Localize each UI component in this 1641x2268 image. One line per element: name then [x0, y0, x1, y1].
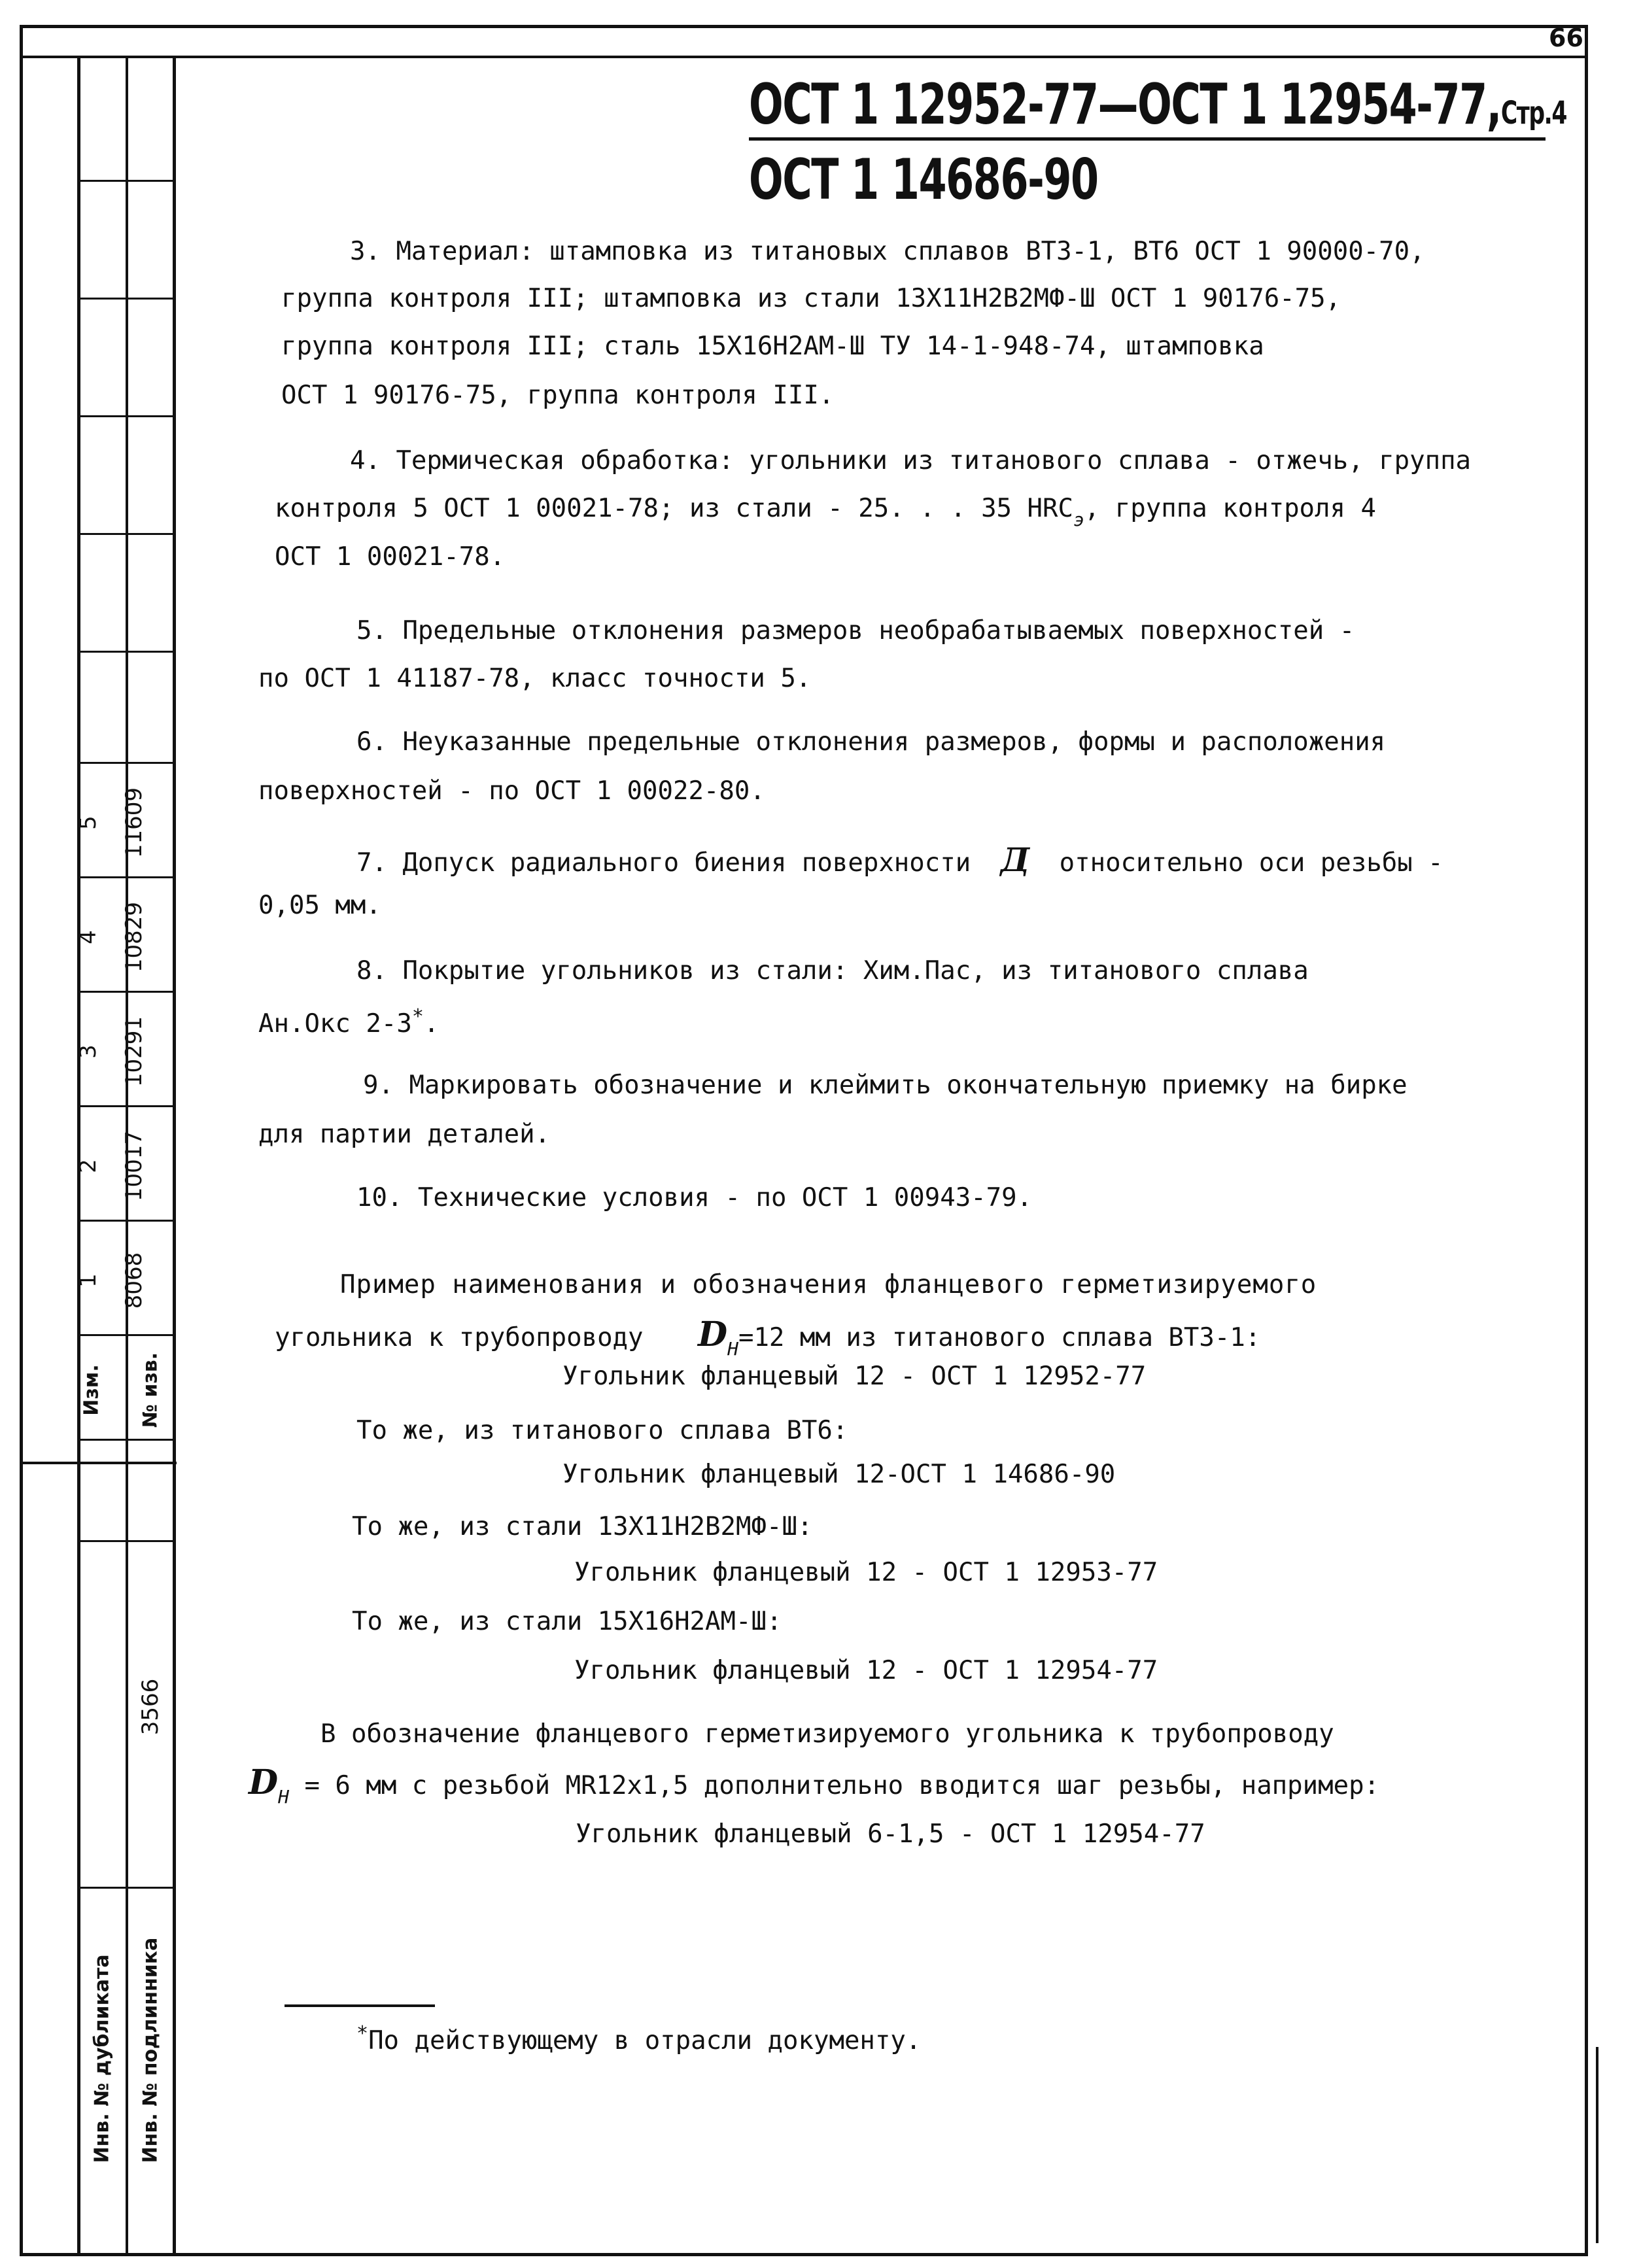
standards-header: [749, 72, 1566, 137]
side-rule: [77, 651, 175, 653]
side-rule: [77, 876, 175, 878]
header-rule: [749, 137, 1546, 141]
standards-line1: ОСТ 1 12952-77—ОСТ 1 12954-77,: [749, 72, 1501, 137]
p4-line2a: контроля 5 ОСТ 1 00021-78; из стали - 25. . . 35 HRC: [275, 494, 1073, 523]
p4-line2-sub: э: [1073, 509, 1084, 530]
example-intro-line2: [275, 1314, 1261, 1360]
change-3: 3: [75, 1044, 101, 1059]
p4-line3: ОСТ 1 00021-78.: [275, 542, 506, 572]
p3-line3: группа контроля III; сталь 15Х16Н2АМ-Ш ТУ 14-1-948-74, штамповка: [281, 332, 1264, 361]
side-col-2-right: [173, 58, 176, 2256]
notice-10291: 10291: [121, 1016, 147, 1088]
page-number: 66: [1549, 24, 1583, 52]
dn-symbol: D: [698, 1314, 728, 1354]
p7-line2: 0,05 мм.: [258, 891, 381, 920]
dup-label: Инв. № дубликата: [90, 1954, 114, 2163]
notice-10829: 10829: [121, 901, 147, 973]
same-line-2: То же, из титанового сплава ВТ6:: [356, 1416, 848, 1445]
same-line-4: То же, из стали 15Х16Н2АМ-Ш:: [352, 1607, 782, 1636]
note-dn-symbol: D: [249, 1762, 279, 1802]
side-rule: [20, 1462, 177, 1464]
designation-2: Угольник фланцевый 12-ОСТ 1 14686-90: [562, 1460, 1116, 1489]
change-4: 4: [75, 930, 101, 944]
example-intro-line2b: =12 мм из титанового сплава ВТ3-1:: [738, 1323, 1261, 1352]
orig-number: 3566: [137, 1678, 164, 1736]
p5-line1: 5. Предельные отклонения размеров необрабатываемых поверхностей -: [356, 616, 1355, 645]
change-label: Изм.: [80, 1364, 103, 1416]
p3-line1: 3. Материал: штамповка из титановых сплавов ВТ3-1, ВТ6 ОСТ 1 90000-70,: [350, 237, 1425, 266]
side-rule: [77, 991, 175, 993]
notice-label: № изв.: [139, 1352, 162, 1428]
side-rule: [77, 1439, 175, 1441]
p6-line2: поверхностей - по ОСТ 1 00022-80.: [258, 776, 765, 806]
orig-label: Инв. № подлинника: [139, 1937, 162, 2163]
side-rule: [77, 1540, 175, 1542]
note-line2: [249, 1762, 1380, 1808]
p10-line1: 10. Технические условия - по ОСТ 1 00943-79.: [356, 1183, 1033, 1212]
p9-line2: для партии деталей.: [258, 1120, 551, 1149]
p9-line1: 9. Маркировать обозначение и клеймить окончательную приемку на бирке: [363, 1071, 1408, 1100]
p4-line1: 4. Термическая обработка: угольники из титанового сплава - отжечь, группа: [350, 446, 1472, 475]
p8-line1: 8. Покрытие угольников из стали: Хим.Пас, из титанового сплава: [356, 956, 1309, 986]
scan-edge-line: [1596, 2047, 1598, 2243]
designation-5: Угольник фланцевый 6-1,5 - ОСТ 1 12954-77: [576, 1819, 1205, 1849]
p8-line2: [258, 1007, 439, 1037]
p4-line2: [275, 496, 1376, 529]
designation-1: Угольник фланцевый 12 - ОСТ 1 12952-77: [562, 1362, 1147, 1391]
note-line2-text: = 6 мм с резьбой MR12x1,5 дополнительно вводится шаг резьбы, например:: [304, 1771, 1380, 1800]
footnote-text: По действующему в отрасли документу.: [368, 2026, 922, 2055]
same-line-3: То же, из стали 13Х11Н2В2МФ-Ш:: [352, 1512, 813, 1541]
p5-line2: по ОСТ 1 41187-78, класс точности 5.: [258, 664, 812, 693]
notice-11609: 11609: [121, 787, 147, 859]
dn-subscript: Н: [727, 1338, 738, 1360]
side-rule: [77, 1220, 175, 1222]
surface-d-symbol: Д: [1000, 840, 1030, 879]
footnote-star: *: [356, 2022, 369, 2045]
p3-line2: группа контроля III; штамповка из стали 13Х11Н2В2МФ-Ш ОСТ 1 90176-75,: [281, 284, 1341, 313]
change-2: 2: [75, 1159, 101, 1173]
footnote: [356, 2024, 921, 2053]
designation-3: Угольник фланцевый 12 - ОСТ 1 12953-77: [574, 1558, 1158, 1587]
top-rule: [20, 56, 1588, 58]
change-5: 5: [75, 816, 101, 830]
side-rule: [77, 533, 175, 535]
standards-line2: ОСТ 1 14686-90: [749, 147, 1098, 213]
designation-4: Угольник фланцевый 12 - ОСТ 1 12954-77: [574, 1656, 1158, 1685]
example-intro-line2a: угольника к трубопроводу: [275, 1323, 644, 1352]
footnote-rule: [285, 2004, 435, 2007]
side-rule: [77, 1887, 175, 1889]
notice-8068: 8068: [121, 1252, 147, 1309]
p6-line1: 6. Неуказанные предельные отклонения размеров, формы и расположения: [356, 727, 1386, 757]
p4-line2b: , группа контроля 4: [1084, 494, 1376, 523]
p3-line4: ОСТ 1 90176-75, группа контроля III.: [281, 381, 835, 410]
side-rule: [77, 762, 175, 764]
p8-line2-text: Ан.Окс 2-3: [258, 1009, 412, 1039]
notice-10017: 10017: [121, 1130, 147, 1202]
side-rule: [77, 415, 175, 417]
side-rule: [77, 1105, 175, 1107]
example-intro-line1: Пример наименования и обозначения фланцевого герметизируемого: [340, 1270, 1317, 1299]
note-dn-subscript: Н: [278, 1786, 289, 1808]
p7-line1a: 7. Допуск радиального биения поверхности: [356, 848, 971, 878]
note-line1: В обозначение фланцевого герметизируемого угольника к трубопроводу: [320, 1719, 1334, 1749]
side-rule: [77, 1334, 175, 1336]
page-label: Стр.4: [1500, 95, 1566, 131]
change-1: 1: [75, 1273, 101, 1288]
p8-footnote-mark: *: [411, 1005, 424, 1028]
side-rule: [77, 298, 175, 300]
p7-line1: [356, 840, 1443, 879]
side-rule: [77, 180, 175, 182]
p7-line1b: относительно оси резьбы -: [1059, 848, 1443, 878]
p8-dot: .: [423, 1009, 440, 1039]
